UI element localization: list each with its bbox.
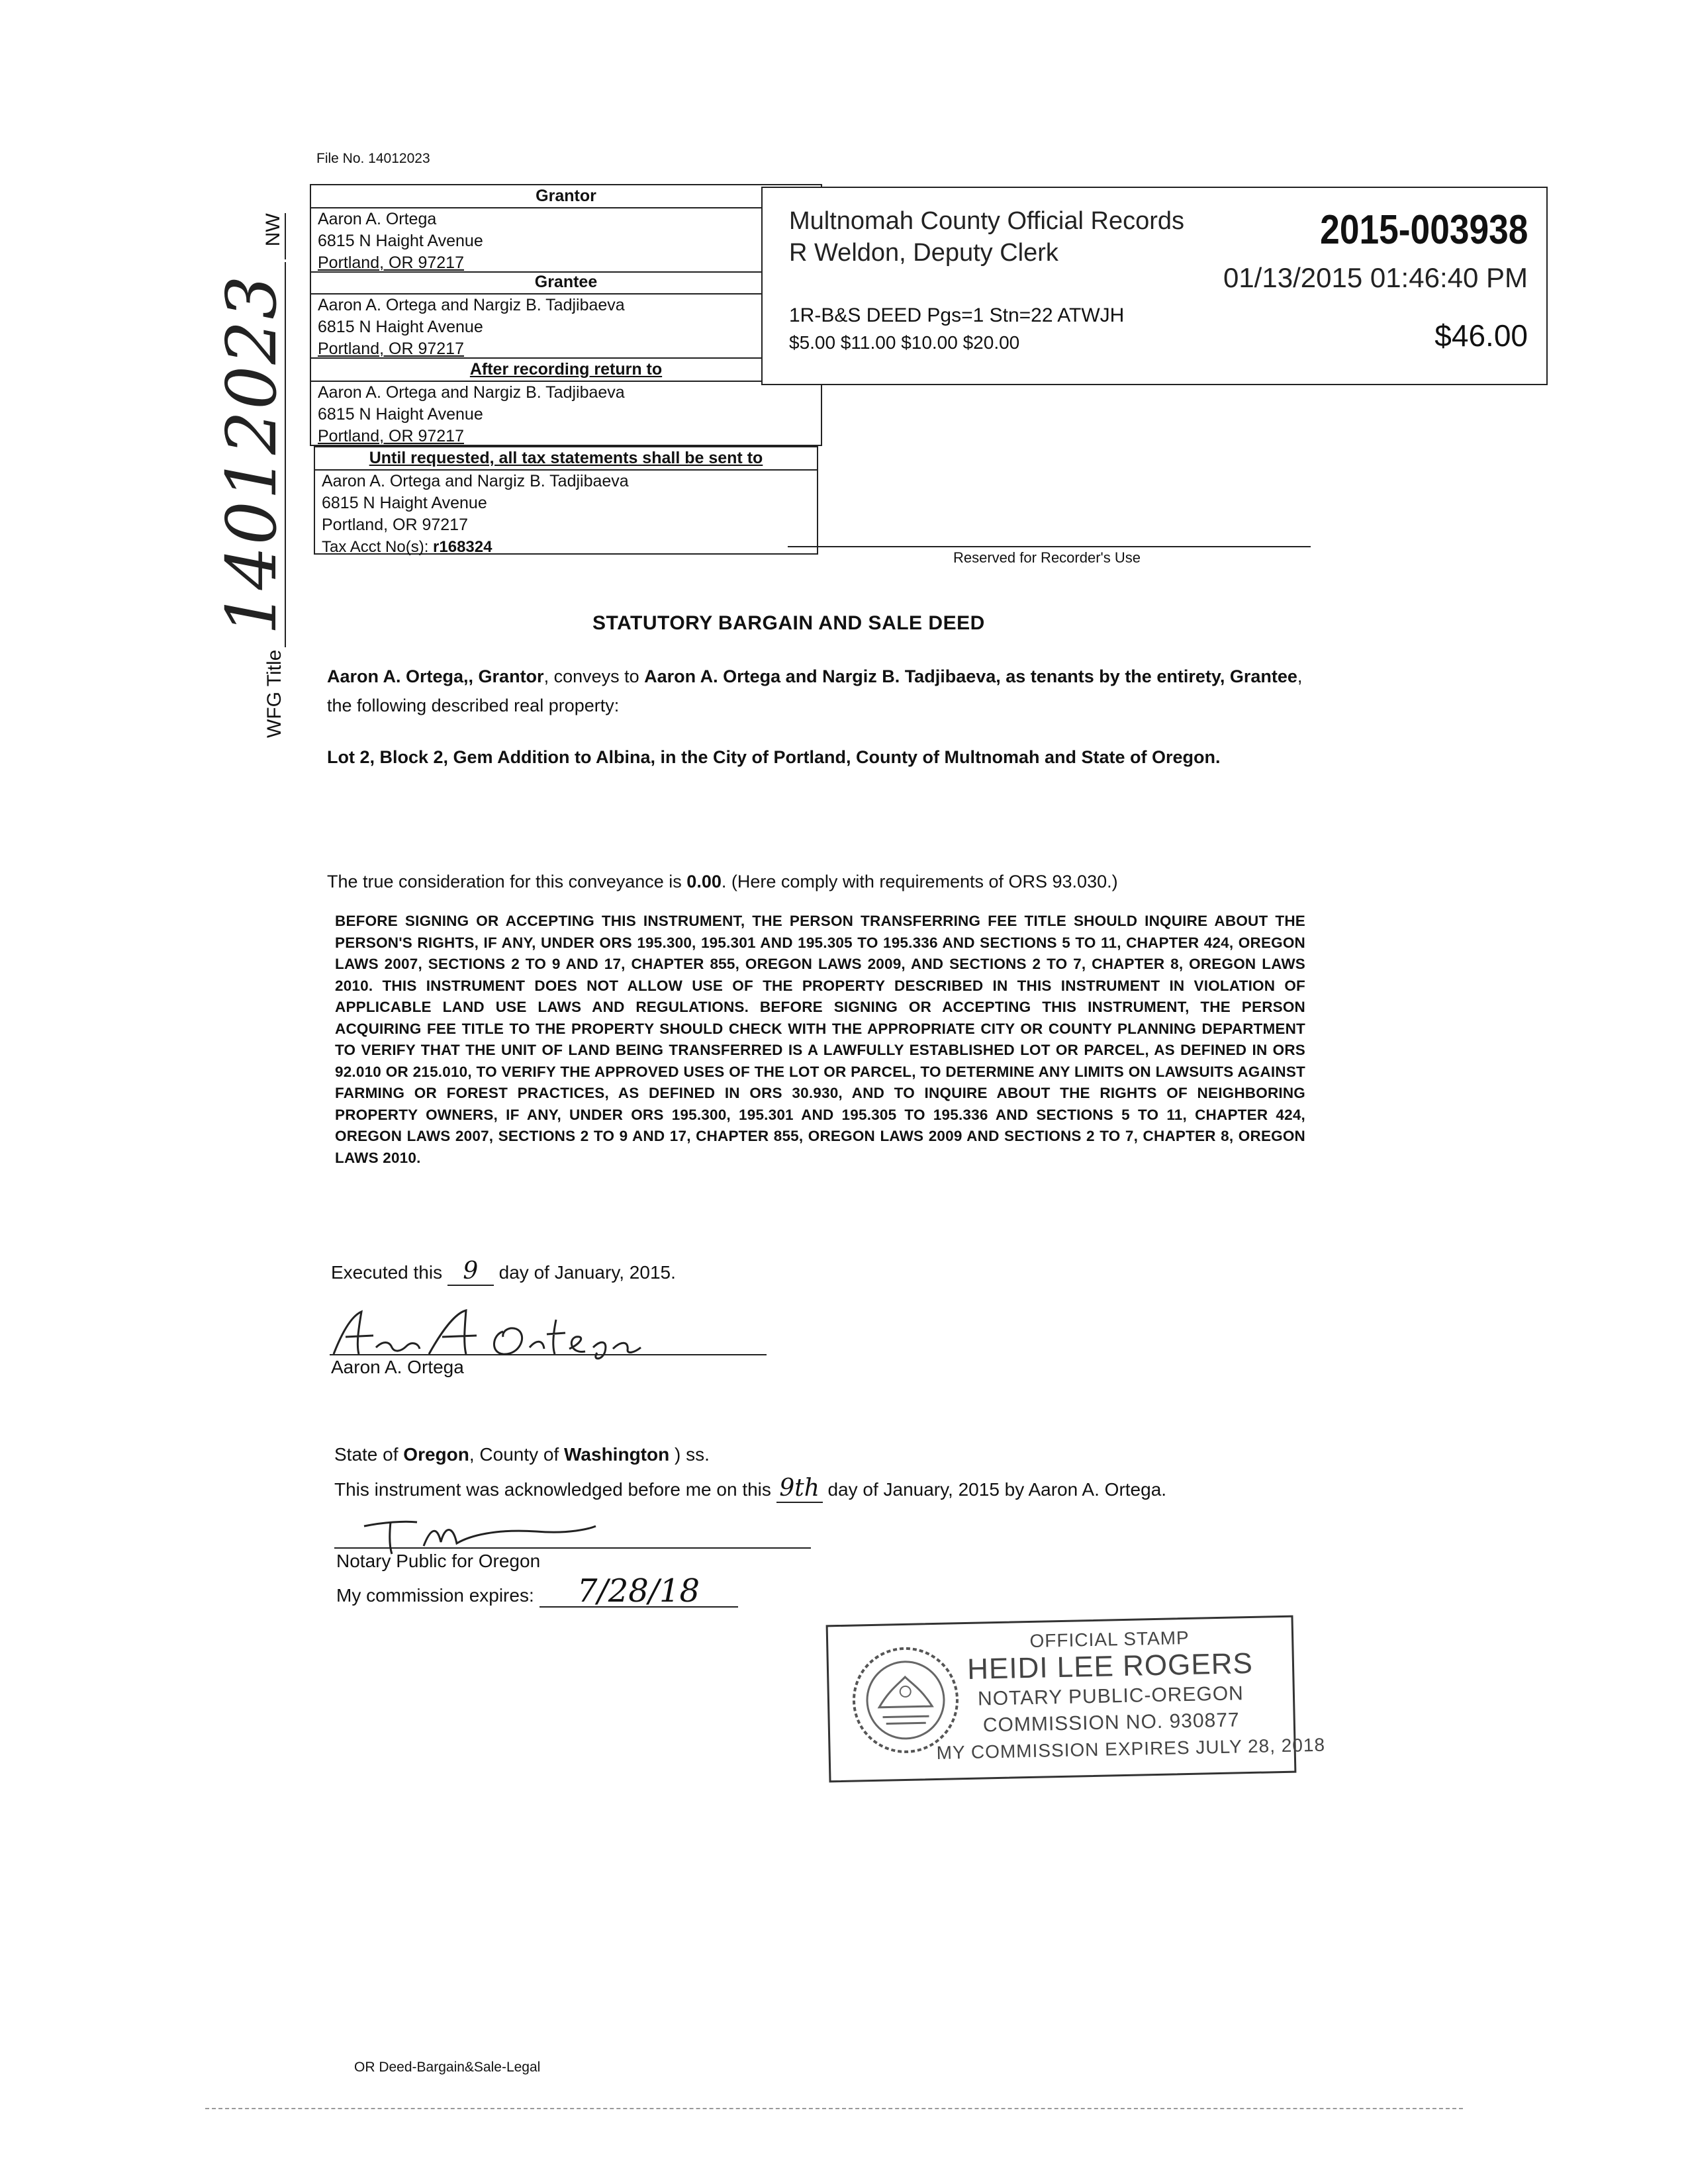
conveyance-paragraph	[327, 662, 1307, 720]
return-to-heading: After recording return to	[311, 359, 821, 382]
tax-account-line	[322, 536, 810, 558]
conveyance-verb: , conveys to	[543, 666, 645, 686]
ack-county-label: , County of	[469, 1444, 565, 1465]
ack-ss: ) ss.	[669, 1444, 710, 1465]
recorder-office-name: Multnomah County Official Records	[789, 207, 1184, 235]
return-to-block	[310, 359, 822, 446]
notary-signature-line	[334, 1547, 811, 1549]
statutory-warning: BEFORE SIGNING OR ACCEPTING THIS INSTRUMENT, THE PERSON TRANSFERRING FEE TITLE SHOULD INQUIRE ABOUT THE PERSON'S RIGHTS, IF ANY, UNDER ORS 195.300, 195.301 AND 195.305 TO 195.336 AND SECTIONS 5 TO 11, CHAPTER 424, OREGON LAWS 2007, SECTIONS 2 TO 9 AND 17, CHAPTER 855, OREGON LAWS 2009, AND SECTIONS 2 TO 7, CHAPTER 8, OREGON LAWS 2010. THIS INSTRUMENT DOES NOT ALLOW USE OF THE PROPERTY DESCRIBED IN THIS INSTRUMENT IN VIOLATION OF APPLICABLE LAND USE LAWS AND REGULATIONS. BEFORE SIGNING OR ACCEPTING THIS INSTRUMENT, THE PERSON ACQUIRING FEE TITLE TO THE PROPERTY SHOULD CHECK WITH THE APPROPRIATE CITY OR COUNTY PLANNING DEPARTMENT TO VERIFY THAT THE UNIT OF LAND BEING TRANSFERRED IS A LAWFULLY ESTABLISHED LOT OR PARCEL, AS DEFINED IN ORS 92.010 OR 215.010, TO VERIFY THE APPROVED USES OF THE LOT OR PARCEL, TO DETERMINE ANY LIMITS ON LAWSUITS AGAINST FARMING OR FOREST PRACTICES, AS DEFINED IN ORS 30.930, AND TO INQUIRE ABOUT THE RIGHTS OF NEIGHBORING PROPERTY OWNERS, IF ANY, UNDER ORS 195.300, 195.301 AND 195.305 TO 195.336 AND SECTIONS 5 TO 11, CHAPTER 424, OREGON LAWS 2007, SECTIONS 2 TO 9 AND 17, CHAPTER 855, OREGON LAWS 2009 AND SECTIONS 2 TO 7, CHAPTER 8, OREGON LAWS 2010.	[335, 913, 1305, 1166]
reserved-divider	[788, 546, 1311, 547]
tax-account-number: r168324	[433, 538, 492, 556]
recorder-box	[761, 187, 1548, 385]
stamp-official: OFFICIAL STAMP	[1029, 1627, 1190, 1651]
conveyance-grantor: Aaron A. Ortega,	[327, 666, 469, 686]
commission-date: 7/28/18	[539, 1576, 738, 1608]
ack-state: Oregon	[403, 1444, 469, 1465]
tax-to-city: Portland, OR 97217	[322, 516, 468, 534]
executed-day: 9	[447, 1257, 494, 1286]
ack-text: This instrument was acknowledged before me on this	[334, 1479, 776, 1500]
consideration-line	[327, 867, 1307, 896]
bottom-scan-edge	[205, 2108, 1463, 2109]
legal-description: Lot 2, Block 2, Gem Addition to Albina, in the City of Portland, County of Multnomah and State of Oregon.	[327, 747, 1221, 767]
grantee-heading: Grantee	[311, 271, 821, 295]
executed-text: Executed this	[331, 1262, 447, 1283]
ack-state-label: State of	[334, 1444, 404, 1465]
consideration-amount: 0.00	[686, 872, 722, 891]
form-name: OR Deed-Bargain&Sale-Legal	[354, 2060, 541, 2075]
file-number: File No. 14012023	[316, 151, 430, 166]
acknowledgment-statement	[334, 1475, 1166, 1503]
consideration-note: . (Here comply with requirements of ORS 93.030.)	[721, 872, 1118, 891]
acknowledgment-venue	[334, 1444, 710, 1465]
consideration-text: The true consideration for this conveyance is	[327, 872, 687, 891]
side-handwritten-number: 14012023	[218, 262, 286, 647]
side-title-annotation	[211, 213, 292, 738]
grantor-street: 6815 N Haight Avenue	[318, 232, 483, 250]
side-suffix: NW	[262, 213, 286, 259]
grantor-heading: Grantor	[311, 185, 821, 208]
grantee-city: Portland, OR 97217	[318, 340, 464, 358]
signer-name: Aaron A. Ortega	[331, 1357, 464, 1377]
return-to-city: Portland, OR 97217	[318, 427, 464, 445]
grantor-name: Aaron A. Ortega	[318, 210, 437, 228]
grantor-signature	[330, 1297, 767, 1363]
stamp-commission-number: COMMISSION NO. 930877	[982, 1709, 1240, 1737]
commission-label: My commission expires:	[336, 1585, 539, 1606]
recorder-clerk: R Weldon, Deputy Clerk	[789, 239, 1058, 267]
signature-line	[330, 1354, 767, 1355]
side-title-label: WFG Title	[263, 649, 285, 738]
deed-title: STATUTORY BARGAIN AND SALE DEED	[592, 612, 985, 634]
ack-county: Washington	[564, 1444, 670, 1465]
conveyance-tail: , the following described real property:	[327, 666, 1303, 715]
ack-tail: day of January, 2015 by Aaron A. Ortega.	[822, 1479, 1167, 1500]
executed-tail: day of January, 2015.	[493, 1262, 676, 1283]
grantor-block	[310, 184, 822, 273]
stamp-commission-expiry: MY COMMISSION EXPIRES JULY 28, 2018	[936, 1734, 1326, 1763]
recording-datetime: 01/13/2015 01:46:40 PM	[1223, 262, 1528, 293]
reserved-label: Reserved for Recorder's Use	[953, 549, 1141, 566]
stamp-notary-name: HEIDI LEE ROGERS	[966, 1647, 1254, 1686]
conveyance-grantor-role: , Grantor	[468, 666, 544, 686]
tax-to-street: 6815 N Haight Avenue	[322, 494, 487, 512]
notary-stamp	[826, 1615, 1326, 1783]
recording-fees: $5.00 $11.00 $10.00 $20.00	[789, 332, 1020, 353]
grantor-city: Portland, OR 97217	[318, 253, 464, 272]
tax-to-name: Aaron A. Ortega and Nargiz B. Tadjibaeva	[322, 472, 629, 490]
notary-commission-expiry	[336, 1572, 738, 1610]
execution-line	[331, 1257, 676, 1286]
tax-statement-heading: Until requested, all tax statements shall be sent to	[315, 447, 817, 471]
tax-statement-block	[314, 446, 818, 555]
grantee-name: Aaron A. Ortega and Nargiz B. Tadjibaeva	[318, 296, 625, 314]
conveyance-grantee: Aaron A. Ortega and Nargiz B. Tadjibaeva, as tenants by the entirety, Grantee	[644, 666, 1297, 686]
recording-doc-info: 1R-B&S DEED Pgs=1 Stn=22 ATWJH	[789, 304, 1125, 326]
return-to-name: Aaron A. Ortega and Nargiz B. Tadjibaeva	[318, 383, 625, 402]
recorder-office	[789, 205, 1184, 269]
recording-total-fee: $46.00	[1434, 318, 1528, 353]
stamp-notary-title: NOTARY PUBLIC-OREGON	[977, 1682, 1244, 1710]
return-to-street: 6815 N Haight Avenue	[318, 405, 483, 424]
grantee-street: 6815 N Haight Avenue	[318, 318, 483, 336]
ack-day: 9th	[776, 1475, 823, 1503]
recording-number: 2015-003938	[1319, 207, 1528, 253]
notary-title: Notary Public for Oregon	[336, 1551, 541, 1571]
grantee-block	[310, 271, 822, 359]
tax-account-label: Tax Acct No(s):	[322, 538, 429, 556]
